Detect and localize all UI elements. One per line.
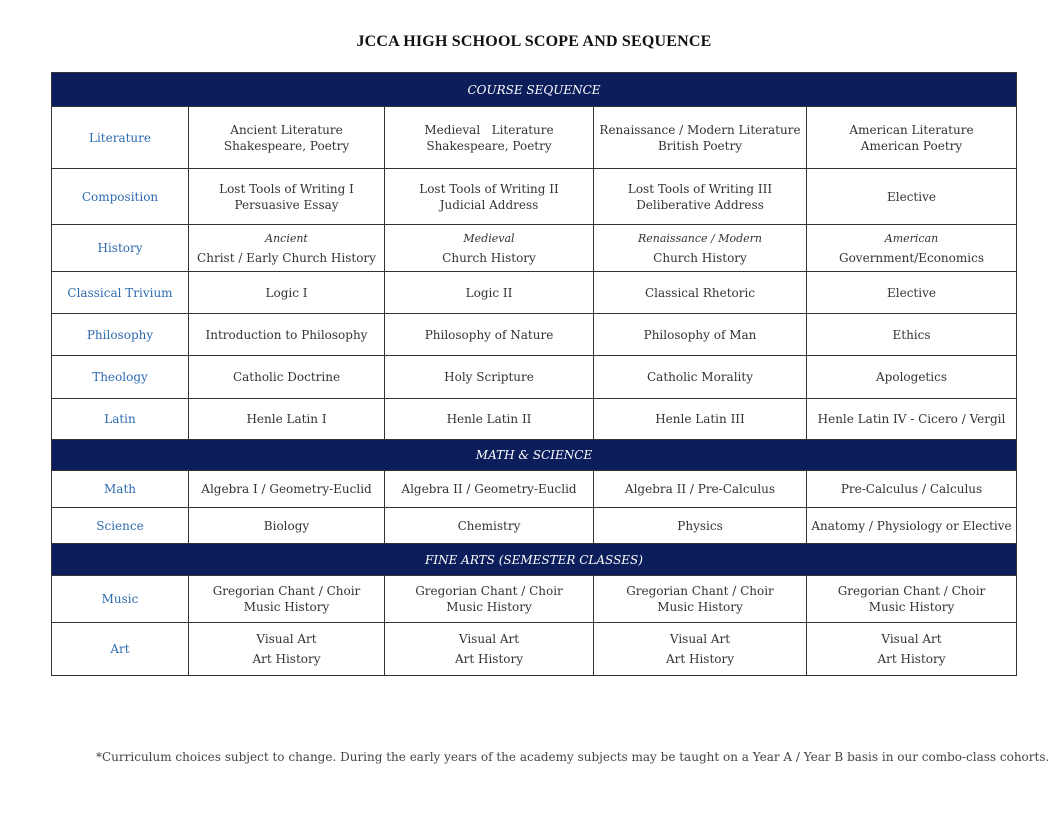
course-cell: Gregorian Chant / Choir Music History: [385, 576, 594, 623]
table-row-math: [52, 471, 1017, 508]
course-cell: Ancient Literature Shakespeare, Poetry: [189, 107, 385, 169]
course-cell: Visual Art Art History: [594, 623, 807, 676]
course-cell: Philosophy of Man: [594, 314, 807, 356]
subject-label-trivium: Classical Trivium: [52, 272, 189, 314]
subject-label-philosophy: Philosophy: [52, 314, 189, 356]
course-cell: Medieval Church History: [385, 225, 594, 272]
course-cell: Algebra II / Geometry-Euclid: [385, 471, 594, 508]
course-cell: Logic II: [385, 272, 594, 314]
section-header-row: [52, 440, 1017, 471]
subject-label-science: Science: [52, 508, 189, 544]
course-cell: Visual Art Art History: [189, 623, 385, 676]
section-title-course-sequence: COURSE SEQUENCE: [52, 73, 1017, 107]
course-cell: Gregorian Chant / Choir Music History: [807, 576, 1017, 623]
section-title-fine-arts: FINE ARTS (SEMESTER CLASSES): [52, 544, 1017, 576]
course-cell: Lost Tools of Writing II Judicial Address: [385, 169, 594, 225]
course-cell: Elective: [807, 169, 1017, 225]
course-cell: Medieval Literature Shakespeare, Poetry: [385, 107, 594, 169]
table-row-philosophy: [52, 314, 1017, 356]
subject-label-music: Music: [52, 576, 189, 623]
course-cell: Gregorian Chant / Choir Music History: [594, 576, 807, 623]
course-cell: Henle Latin IV - Cicero / Vergil: [807, 399, 1017, 440]
subject-label-math: Math: [52, 471, 189, 508]
table-row-history: [52, 225, 1017, 272]
course-cell: Biology: [189, 508, 385, 544]
table-row-literature: [52, 107, 1017, 169]
course-cell: Logic I: [189, 272, 385, 314]
course-cell: American Government/Economics: [807, 225, 1017, 272]
course-cell: Pre-Calculus / Calculus: [807, 471, 1017, 508]
subject-label-literature: Literature: [52, 107, 189, 169]
table-row-trivium: [52, 272, 1017, 314]
course-cell: American Literature American Poetry: [807, 107, 1017, 169]
scope-sequence-table: [51, 72, 1017, 676]
table-row-theology: [52, 356, 1017, 399]
table-row-art: [52, 623, 1017, 676]
course-cell: Introduction to Philosophy: [189, 314, 385, 356]
course-cell: Visual Art Art History: [385, 623, 594, 676]
course-cell: Henle Latin II: [385, 399, 594, 440]
table-row-composition: [52, 169, 1017, 225]
table-row-music: [52, 576, 1017, 623]
table-row-science: [52, 508, 1017, 544]
course-cell: Lost Tools of Writing III Deliberative Address: [594, 169, 807, 225]
course-cell: Gregorian Chant / Choir Music History: [189, 576, 385, 623]
course-cell: Anatomy / Physiology or Elective: [807, 508, 1017, 544]
course-cell: Algebra I / Geometry-Euclid: [189, 471, 385, 508]
course-cell: Ancient Christ / Early Church History: [189, 225, 385, 272]
section-title-math-science: MATH & SCIENCE: [52, 440, 1017, 471]
course-cell: Elective: [807, 272, 1017, 314]
section-header-row: [52, 73, 1017, 107]
subject-label-art: Art: [52, 623, 189, 676]
course-cell: Physics: [594, 508, 807, 544]
course-cell: Philosophy of Nature: [385, 314, 594, 356]
subject-label-theology: Theology: [52, 356, 189, 399]
course-cell: Lost Tools of Writing I Persuasive Essay: [189, 169, 385, 225]
course-cell: Renaissance / Modern Church History: [594, 225, 807, 272]
course-cell: Holy Scripture: [385, 356, 594, 399]
course-cell: Catholic Doctrine: [189, 356, 385, 399]
course-cell: Catholic Morality: [594, 356, 807, 399]
course-cell: Apologetics: [807, 356, 1017, 399]
section-header-row: [52, 544, 1017, 576]
footnote: *Curriculum choices subject to change. During the early years of the academy subjects may be taught on a Year A / Year B basis in our combo-class cohorts.: [96, 750, 1050, 764]
course-cell: Henle Latin I: [189, 399, 385, 440]
subject-label-latin: Latin: [52, 399, 189, 440]
page-title: JCCA HIGH SCHOOL SCOPE AND SEQUENCE: [356, 33, 712, 50]
course-cell: Classical Rhetoric: [594, 272, 807, 314]
course-cell: Algebra II / Pre-Calculus: [594, 471, 807, 508]
course-cell: Visual Art Art History: [807, 623, 1017, 676]
subject-label-history: History: [52, 225, 189, 272]
course-cell: Ethics: [807, 314, 1017, 356]
subject-label-composition: Composition: [52, 169, 189, 225]
table-row-latin: [52, 399, 1017, 440]
course-cell: Henle Latin III: [594, 399, 807, 440]
course-cell: Chemistry: [385, 508, 594, 544]
course-cell: Renaissance / Modern Literature British Poetry: [594, 107, 807, 169]
